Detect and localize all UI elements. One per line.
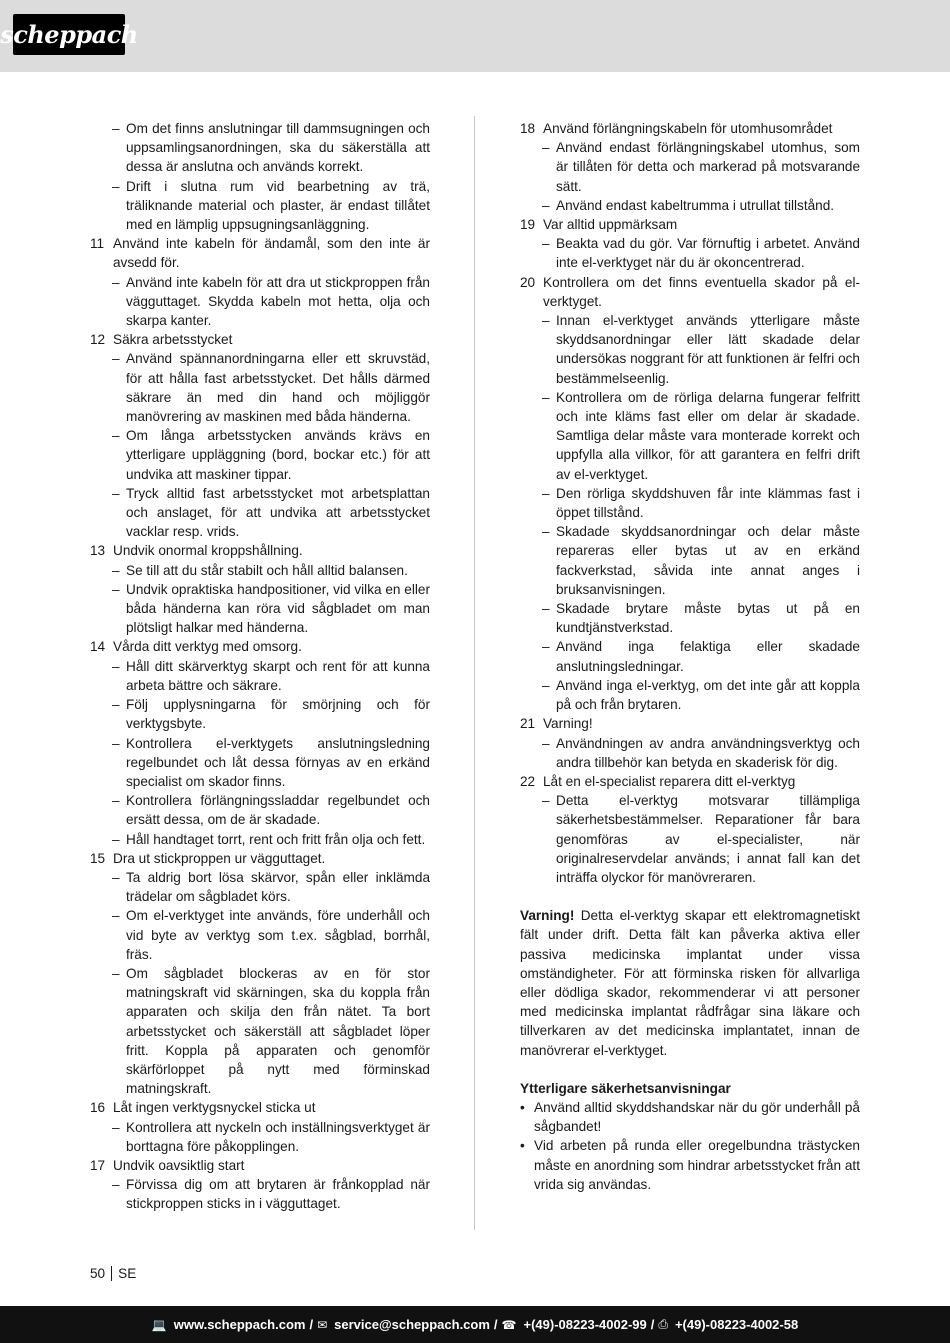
dash-marker: – bbox=[112, 351, 120, 367]
sub-item bbox=[520, 196, 860, 215]
dash-marker: – bbox=[112, 1119, 120, 1135]
scheppach-logo: scheppach bbox=[13, 14, 125, 55]
sub-item bbox=[90, 734, 430, 792]
dash-marker: – bbox=[542, 485, 550, 501]
dash-marker: – bbox=[542, 389, 550, 405]
sub-item bbox=[520, 522, 860, 599]
item-number: 20 bbox=[520, 274, 536, 290]
sub-item-text: Se till att du står stabilt och håll alltid balansen. bbox=[126, 562, 408, 578]
spacer bbox=[520, 887, 860, 906]
dash-marker: – bbox=[542, 639, 550, 655]
sub-item bbox=[520, 637, 860, 675]
item-text: Undvik oavsiktlig start bbox=[113, 1157, 245, 1173]
item-text: Låt en el-specialist reparera ditt el-verktyg bbox=[543, 773, 796, 789]
bullet-item bbox=[520, 1098, 860, 1136]
sub-item-text: Använd endast förlängningskabel utomhus, som är tillåten för detta och markerad på motsvarande sätt. bbox=[556, 140, 860, 194]
sub-item bbox=[520, 138, 860, 196]
sub-item-text: Beakta vad du gör. Var förnuftig i arbetet. Använd inte el-verktyget när du är okoncentrerad. bbox=[556, 236, 860, 271]
numbered-item bbox=[90, 234, 430, 272]
sub-item bbox=[520, 311, 860, 388]
item-text: Kontrollera om det finns eventuella skador på el-verktyget. bbox=[543, 274, 860, 309]
item-text: Vårda ditt verktyg med omsorg. bbox=[113, 639, 302, 655]
dash-marker: – bbox=[542, 313, 550, 329]
sub-item bbox=[90, 1175, 430, 1213]
item-text: Säkra arbetsstycket bbox=[113, 332, 233, 348]
sub-item bbox=[90, 791, 430, 829]
dash-marker: – bbox=[112, 831, 120, 847]
item-number: 19 bbox=[520, 217, 536, 233]
warning-label: Varning! bbox=[520, 908, 575, 924]
dash-marker: – bbox=[112, 178, 120, 194]
dash-marker: – bbox=[112, 658, 120, 674]
sub-item-text: Om el-verktyget inte används, före underhåll och vid byte av verktyg som t.ex. sågblad, borrhål, fräs. bbox=[126, 908, 430, 962]
item-number: 13 bbox=[90, 543, 106, 559]
footer-separator: / bbox=[650, 1317, 655, 1332]
sub-item-text: Tryck alltid fast arbetsstycket mot arbetsplattan och anslaget, för att undvika att arbetsstycket vacklar resp. vrids. bbox=[126, 485, 430, 540]
numbered-item bbox=[90, 849, 430, 868]
right-column bbox=[520, 119, 860, 1194]
sub-item bbox=[90, 426, 430, 484]
footer-separator: / bbox=[493, 1317, 498, 1332]
sub-item bbox=[90, 964, 430, 1098]
page-header bbox=[0, 0, 950, 72]
section-heading: Ytterligare säkerhetsanvisningar bbox=[520, 1080, 731, 1096]
sub-item-text: Om sågbladet blockeras av en för stor matningskraft vid skärningen, ska du koppla från apparaten och skilja den från nätet. Ta bort arbetsstycket och säkerställ att sågbladet löper fritt. Koppla på apparaten och genomför skärförloppet på nytt med förminskad matningskraft. bbox=[126, 965, 430, 1097]
page-number-value: 50 bbox=[90, 1266, 106, 1281]
monitor-icon: 💻 bbox=[151, 1317, 167, 1332]
dash-marker: – bbox=[542, 735, 550, 751]
dash-marker: – bbox=[112, 581, 120, 597]
sub-item bbox=[520, 599, 860, 637]
warning-paragraph bbox=[520, 906, 860, 1060]
item-text: Låt ingen verktygsnyckel sticka ut bbox=[113, 1100, 316, 1116]
bullet-marker: • bbox=[520, 1138, 525, 1154]
sub-item-text: Skadade brytare måste bytas ut på en kundtjänstverkstad. bbox=[556, 601, 860, 636]
dash-marker: – bbox=[112, 735, 120, 751]
spacer bbox=[520, 1060, 860, 1079]
page-language: SE bbox=[118, 1266, 137, 1281]
sub-item-text: Om det finns anslutningar till dammsugningen och uppsamlingsanordningen, ska du säkerställa att dessa är anslutna och används korrekt. bbox=[126, 121, 430, 175]
sub-item-text: Använd endast kabeltrumma i utrullat tillstånd. bbox=[556, 197, 835, 213]
sub-item-text: Den rörliga skyddshuven får inte klämmas fast i öppet tillstånd. bbox=[556, 485, 860, 521]
dash-marker: – bbox=[112, 965, 120, 981]
sub-item-text: Användningen av andra användningsverktyg och andra tillbehör kan betyda en skaderisk för dig. bbox=[556, 735, 860, 770]
dash-marker: – bbox=[542, 236, 550, 252]
dash-marker: – bbox=[112, 274, 120, 290]
dash-marker: – bbox=[112, 485, 120, 501]
sub-item-text: Ta aldrig bort lösa skärvor, spån eller inklämda trädelar om sågbladet körs. bbox=[126, 869, 430, 905]
sub-item-text: Följ upplysningarna för smörjning och för verktygsbyte. bbox=[126, 697, 430, 732]
sub-item bbox=[90, 695, 430, 733]
phone-icon: ☎ bbox=[501, 1317, 517, 1332]
sub-item-text: Förvissa dig om att brytaren är frånkopplad när stickproppen sticks in i vägguttaget. bbox=[126, 1177, 430, 1212]
sub-item-text: Om långa arbetsstycken används krävs en ytterligare uppläggning (bord, bockar etc.) för att undvika att maskiner tippar. bbox=[126, 428, 430, 482]
sub-item bbox=[520, 234, 860, 272]
numbered-item bbox=[520, 772, 860, 791]
sub-item-text: Kontrollera att nyckeln och inställningsverktyget är borttagna före påkopplingen. bbox=[126, 1119, 430, 1154]
numbered-item bbox=[520, 215, 860, 234]
sub-item bbox=[90, 868, 430, 906]
item-number: 21 bbox=[520, 716, 536, 732]
item-number: 16 bbox=[90, 1100, 106, 1116]
sub-item bbox=[90, 273, 430, 331]
item-text: Dra ut stickproppen ur vägguttaget. bbox=[113, 850, 326, 866]
numbered-item bbox=[90, 330, 430, 349]
sub-item-text: Håll handtaget torrt, rent och fritt från olja och fett. bbox=[126, 831, 426, 847]
item-number: 14 bbox=[90, 639, 106, 655]
dash-marker: – bbox=[542, 140, 550, 156]
numbered-item bbox=[90, 1156, 430, 1175]
bullet-marker: • bbox=[520, 1099, 525, 1115]
item-number: 17 bbox=[90, 1157, 106, 1173]
sub-item-text: Använd inte kabeln för att dra ut stickproppen från vägguttaget. Skydda kabeln mot hetta, olja och skarpa kanter. bbox=[126, 274, 430, 329]
sub-item-text: Innan el-verktyget används ytterligare måste skyddsanordningar eller lätt skadade delar undersökas noggrant för att funktionen är felfri och bestämmelseenlig. bbox=[556, 313, 860, 386]
dash-marker: – bbox=[112, 428, 120, 444]
item-number: 12 bbox=[90, 332, 106, 348]
sub-item-text: Skadade skyddsanordningar och delar måste repareras eller bytas ut av en erkänd fackverkstad, såvida inte annat anges i bruksanvisningen. bbox=[556, 524, 860, 597]
sub-item bbox=[90, 349, 430, 426]
page-number-separator bbox=[111, 1266, 112, 1281]
item-text: Använd inte kabeln för ändamål, som den inte är avsedd för. bbox=[113, 236, 430, 271]
numbered-item bbox=[90, 1098, 430, 1117]
item-text: Varning! bbox=[543, 716, 593, 732]
warning-text: Detta el-verktyg skapar ett elektromagnetiskt fält under drift. Detta fält kan påverka aktiva eller passiva medicinska implantat under vissa omständigheter. För att förminska risken för allvarliga eller dödliga skador, rekommenderar vi att personer med medicinska implantat rådfrågar sina läkare och tillverkaren av det medicinska implantatet, innan de manövrerar el-verktyget. bbox=[520, 908, 860, 1058]
sub-item-text: Detta el-verktyg motsvarar tillämpliga säkerhetsbestämmelser. Reparationer får bara genomföras av el-specialister, när originalreservdelar används; i annat fall kan det inträffa olyckor för manövreraren. bbox=[556, 793, 860, 885]
sub-item-text: Använd spännanordningarna eller ett skruvstäd, för att hålla fast arbetsstycket. Det hålls därmed säkrare än med din hand och möjliggör manövrering av maskinen med båda händerna. bbox=[126, 351, 430, 425]
item-text: Var alltid uppmärksam bbox=[543, 217, 678, 233]
numbered-item bbox=[520, 119, 860, 138]
dash-marker: – bbox=[112, 121, 120, 136]
sub-item bbox=[520, 388, 860, 484]
bullet-item-text: Använd alltid skyddshandskar när du gör underhåll på sågbandet! bbox=[534, 1099, 860, 1135]
dash-marker: – bbox=[112, 697, 120, 713]
item-number: 15 bbox=[90, 850, 106, 866]
numbered-item bbox=[520, 273, 860, 311]
sub-item-text: Undvik opraktiska handpositioner, vid vilka en eller båda händerna kan röra vid sågbladet om man plötsligt halkar med händerna. bbox=[126, 581, 430, 636]
mail-icon: ✉ bbox=[317, 1317, 328, 1332]
numbered-item bbox=[520, 714, 860, 733]
sub-item bbox=[520, 734, 860, 772]
numbered-item bbox=[90, 541, 430, 560]
page-number bbox=[90, 1266, 136, 1281]
dash-marker: – bbox=[542, 601, 550, 617]
fax-icon: ⎙ bbox=[658, 1317, 668, 1331]
footer-website[interactable]: www.scheppach.com bbox=[173, 1317, 306, 1332]
sub-item bbox=[90, 657, 430, 695]
sub-item bbox=[90, 561, 430, 580]
sub-item-text: Drift i slutna rum vid bearbetning av trä, träliknande material och plaster, är endast tillåtet med en lämplig uppsugningsanläggning. bbox=[126, 178, 430, 233]
sub-item bbox=[90, 830, 430, 849]
dash-marker: – bbox=[112, 908, 120, 924]
dash-marker: – bbox=[542, 793, 550, 809]
sub-item bbox=[520, 484, 860, 522]
dash-marker: – bbox=[542, 524, 550, 540]
bullet-item bbox=[520, 1136, 860, 1194]
sub-item-text: Kontrollera om de rörliga delarna fungerar felfritt och inte kläms fast eller om delar är skadade. Samtliga delar måste vara monterade korrekt och uppfylla alla villkor, för att garantera en felfri drift av el-verktyget. bbox=[556, 389, 860, 482]
numbered-item bbox=[90, 637, 430, 656]
item-text: Undvik onormal kroppshållning. bbox=[113, 543, 303, 559]
item-number: 22 bbox=[520, 773, 536, 789]
item-text: Använd förlängningskabeln för utomhusområdet bbox=[543, 121, 833, 136]
bullet-item-text: Vid arbeten på runda eller oregelbundna trästycken måste en anordning som hindrar arbetsstycket från att vrida sig användas. bbox=[534, 1138, 860, 1192]
dash-marker: – bbox=[112, 793, 120, 809]
sub-item bbox=[90, 484, 430, 542]
footer-separator: / bbox=[309, 1317, 314, 1332]
dash-marker: – bbox=[112, 562, 120, 578]
sub-item-text: Håll ditt skärverktyg skarpt och rent för att kunna arbeta bättre och säkrare. bbox=[126, 658, 430, 693]
dash-marker: – bbox=[542, 677, 550, 693]
item-number: 11 bbox=[90, 236, 105, 252]
dash-marker: – bbox=[542, 197, 550, 213]
footer-email[interactable]: service@scheppach.com bbox=[334, 1317, 490, 1332]
column-divider bbox=[474, 116, 475, 1230]
sub-item bbox=[90, 1118, 430, 1156]
sub-item bbox=[90, 177, 430, 235]
sub-item bbox=[520, 676, 860, 714]
page-footer bbox=[0, 1306, 950, 1343]
sub-item bbox=[520, 791, 860, 887]
item-number: 18 bbox=[520, 121, 536, 136]
dash-marker: – bbox=[112, 869, 120, 885]
sub-item-text: Kontrollera el-verktygets anslutningsledning regelbundet och låt dessa förnyas av en erkänd specialist om skador finns. bbox=[126, 735, 430, 789]
left-column bbox=[90, 119, 430, 1214]
dash-marker: – bbox=[112, 1177, 120, 1193]
sub-item-text: Kontrollera förlängningssladdar regelbundet och ersätt dessa, om de är skadade. bbox=[126, 793, 430, 828]
sub-item bbox=[90, 119, 430, 177]
sub-item-text: Använd inga felaktiga eller skadade anslutningsledningar. bbox=[556, 639, 860, 674]
footer-phone: +(49)-08223-4002-99 bbox=[523, 1317, 647, 1332]
sub-item bbox=[90, 906, 430, 964]
sub-item bbox=[90, 580, 430, 638]
footer-fax: +(49)-08223-4002-58 bbox=[674, 1317, 799, 1332]
sub-item-text: Använd inga el-verktyg, om det inte går att koppla på och från brytaren. bbox=[556, 677, 860, 713]
